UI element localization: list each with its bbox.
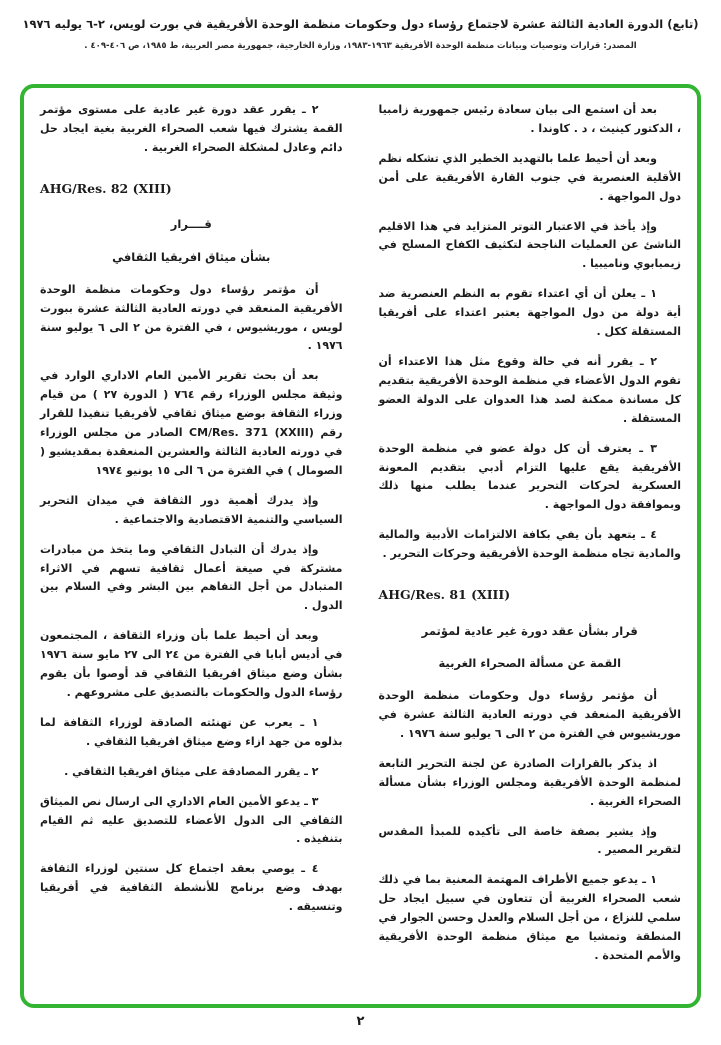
numbered-clause: ٤ ـ يتعهد بأن يفي بكافة الالتزامات الأدبية والمالية والمادية تجاه منظمة الوحدة الأفريقية وحركات التحرير . bbox=[378, 528, 681, 561]
numbered-clause: ٢ ـ يقرر أنه في حالة وقوع مثل هذا الاعتداء أن تقوم الدول الأعضاء في منظمة الوحدة الأفريقية بتقديم كل مساندة ممكنة لصد هذا العدوان على الدولة العضو المستقلة . bbox=[378, 354, 681, 425]
column-left bbox=[40, 101, 343, 996]
numbered-clause: ٣ ـ يدعو الأمين العام الاداري الى ارسال نص الميثاق الثقافي الى الدول الأعضاء للتصديق عليه ثم القيام بتنفيذه . bbox=[40, 794, 343, 846]
numbered-clause: ٢ ـ يقرر المصادقة على ميثاق افريقيا الثقافي . bbox=[64, 764, 319, 778]
numbered-clause: ١ ـ يدعو جميع الأطراف المهتمة المعنية بما في ذلك شعب الصحراء الغربية أن تتعاون في سبيل ايجاد حل سلمي للنزاع ، من أجل السلام والعدل وحسن الجوار في المنطقة وتمشيا مع ميثاق منظمة الوحدة الأفريقية والأمم المتحدة . bbox=[378, 873, 681, 962]
two-column-layout bbox=[40, 101, 681, 996]
paragraph: وإذ يدرك أن التبادل الثقافي وما يتخذ من مبادرات مشتركة في صيغة أعمال ثقافية تسهم في الاثراء المتبادل من أجل التفاهم بين البشر وفي السلام بين الدول . bbox=[40, 542, 343, 613]
numbered-clause: ١ ـ يعرب عن تهنئته الصادقة لوزراء الثقافة لما بذلوه من جهد ازاء وضع ميثاق افريقيا الثقافي . bbox=[40, 715, 343, 748]
page-number: ٢ bbox=[356, 1014, 365, 1029]
numbered-clause: ١ ـ يعلن أن أي اعتداء تقوم به النظم العنصرية ضد أية دولة من دول المواجهة يعتبر اعتداء على أفريقيا المستقلة ككل . bbox=[378, 287, 681, 339]
paragraph: بعد أن استمع الى بيان سعادة رئيس جمهورية زامبيا ، الدكتور كينيث ، د . كاوندا . bbox=[378, 103, 681, 135]
paragraph: وبعد أن أحيط علما بأن وزراء الثقافة ، المجتمعون في أديس أبابا في الفترة من ٢٤ الى ٢٧ مايو سنة ١٩٧٦ بشأن وضع ميثاق افريقيا الثقافي قد أوصوا بأن يقوم رؤساء الدول والحكومات بالتصديق على مشروعهم . bbox=[40, 629, 343, 699]
paragraph: وبعد أن أحيط علما بالتهديد الخطير الذي تشكله نظم الأقلية العنصرية في جنوب القارة الأفريقية على أمن دول المواجهة . bbox=[378, 151, 681, 203]
resolution-heading-qarar: قــــرار bbox=[170, 217, 212, 232]
header-source-line: المصدر: قرارات وتوصيات وبيانات منظمة الوحدة الأفريقية ١٩٦٣-١٩٨٣، وزارة الخارجية، جمهورية مصر العربية، ط ١٩٨٥، ص ٤٠٦-٤٠٩ . bbox=[84, 41, 637, 52]
numbered-clause: ٤ ـ يوصي بعقد اجتماع كل سنتين لوزراء الثقافة بهدف وضع برنامج للأنشطة الثقافية في أفريقيا وتنسيقه . bbox=[40, 862, 343, 914]
paragraph: اذ يذكر بالقرارات الصادرة عن لجنة التحرير التابعة لمنظمة الوحدة الأفريقية ومجلس الوزراء بشأن مسألة الصحراء الغربية . bbox=[378, 756, 681, 808]
content-frame bbox=[20, 84, 701, 1008]
resolution-code-ahg-res-82: AHG/Res. 82 (XIII) bbox=[40, 180, 172, 196]
header-session-title: (تابع) الدورة العادية الثالثة عشرة لاجتماع رؤساء دول وحكومات منظمة الوحدة الأفريقية في بورت لويس، ٢-٦ يوليه ١٩٧٦ bbox=[22, 17, 699, 31]
resolution-subtitle: بشأن ميثاق افريقيا الثقافي bbox=[112, 249, 271, 264]
numbered-clause: ٣ ـ يعترف أن كل دولة عضو في منظمة الوحدة الأفريقية يقع عليها التزام أدبي بتقديم المعونة العسكرية لحركات التحرير عندما يطلب منها ذلك وبموافقة دول المواجهة . bbox=[378, 441, 681, 512]
column-right bbox=[379, 101, 682, 996]
resolution-title-line2: القمة عن مسألة الصحراء الغربية bbox=[438, 656, 622, 671]
resolution-code-ahg-res-81: AHG/Res. 81 (XIII) bbox=[378, 587, 511, 603]
paragraph: أن مؤتمر رؤساء دول وحكومات منظمة الوحدة الأفريقية المنعقد في دورته العادية الثالثة عشرة في موريشيوس في الفترة من ٢ الى ٦ يوليو سنة ١٩٧٦ . bbox=[378, 689, 681, 740]
paragraph: أن مؤتمر رؤساء دول وحكومات منظمة الوحدة الأفريقية المنعقد في دورته العادية الثالثة عشرة ببورت لويس ، موريشيوس ، في الفترة من ٢ الى ٦ يوليو سنة ١٩٧٦ . bbox=[40, 282, 343, 353]
paragraph: وإذ يأخذ في الاعتبار التوتر المتزايد في هذا الاقليم الناشئ عن العمليات الناجحة لتكثيف الكفاح المسلح في زيمبابوي وناميبيا . bbox=[378, 219, 681, 271]
numbered-clause: ٢ ـ يقرر عقد دورة غير عادية على مستوى مؤتمر القمة يشترك فيها شعب الصحراء الغربية بغية ايجاد حل دائم وعادل لمشكلة الصحراء الغربية . bbox=[40, 103, 343, 154]
document-header bbox=[10, 16, 711, 51]
paragraph: وإذ يدرك أهمية دور الثقافة في ميدان التحرير السياسي والتنمية الاقتصادية والاجتماعية . bbox=[40, 493, 343, 526]
resolution-title-line1: قرار بشأن عقد دورة غير عادية لمؤتمر bbox=[421, 623, 638, 638]
paragraph: وإذ يشير بصفة خاصة الى تأكيده للمبدأ المقدس لتقرير المصير . bbox=[378, 824, 681, 857]
paragraph: بعد أن بحث تقرير الأمين العام الاداري الوارد في وثيقة مجلس الوزراء رقم ٧٦٤ ( الدورة ٢٧ ) من قيام وزراء الثقافة بوضع ميثاق ثقافي لأفريقيا تنفيذا للقرار رقم CM/Res. 371 (XXIII) الصادر من مجلس الوزراء في دورته العادية الثالثة والعشرين المنعقدة بمقديشيو ( الصومال ) في الفترة من ٦ الى ١٥ يونيو ١٩٧٤ bbox=[40, 369, 343, 477]
